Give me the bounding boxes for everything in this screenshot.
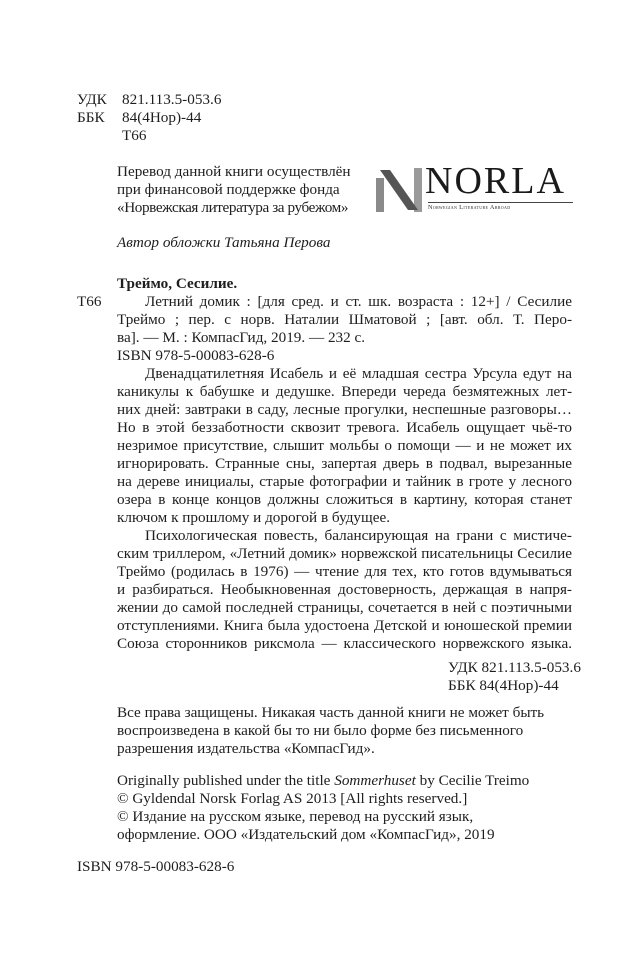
original-title-line [117,772,572,790]
norla-wordmark: NORLA [425,160,566,202]
annotation-line: ключом к прошлому и дорогой в будущее. [117,509,390,526]
bbk-row [77,109,221,127]
author-mark: Т66 [122,127,147,144]
norla-n-mark-icon [374,166,424,212]
annotation-line: Но в этой беззаботности сквозит тревога. Исабель ощущает чьё-то [117,419,572,436]
annotation-line: ским триллером, «Летний домик» норвежской писательницы Сесилие [117,545,572,562]
annotation-line: незримое присутствие, слышит мольбы о помощи — и не может их [117,437,572,454]
catalogue-card [77,275,572,365]
rights-line: Все права защищены. Никакая часть данной книги не может быть [117,704,545,721]
catalogue-description [117,293,572,365]
bbk-label: ББК [77,109,105,126]
catalogue-line: ва]. — М. : КомпасГид, 2019. — 232 с. [117,329,366,346]
annotation [117,365,572,653]
original-prefix: Originally published under the title [117,772,335,789]
original-title: Sommerhuset [334,772,416,789]
norla-tagline: Norwegian Literature Abroad [428,204,511,211]
annotation-line: на дереве инициалы, старые фотографии и тайник в гроте у лесного [117,473,572,490]
catalogue-line: Летний домик : [для сред. и ст. шк. возраста : 12+] / Сесилие [145,293,572,310]
bbk-code: ББК 84(4Нор)-44 [448,677,559,694]
original-publication [117,772,572,844]
norla-logo [374,160,574,212]
annotation-line: жении до самой последней страницы, сочетается в ней с поэтичными [117,599,572,616]
grant-notice [117,163,377,217]
annotation-line: Двенадцатилетняя Исабель и её младшая сестра Урсула едут на [145,365,572,382]
annotation-line: и разбираться. Необыкновенная достоверность, держащая в напря- [117,581,572,598]
original-suffix: by Cecilie Treimo [415,772,530,789]
annotation-line: каникулы к бабушке и дедушке. Впереди череда безмятежных лет- [117,383,572,400]
logo-divider [428,202,573,203]
annotation-line: игнорировать. Странные сны, запертая дверь в подвал, вырезанные [117,455,572,472]
rights-notice [117,704,572,758]
annotation-line: озера в конце концов должны сложиться в картину, которая станет [117,491,572,508]
classification-codes-right [448,659,581,695]
catalogue-isbn: ISBN 978-5-00083-628-6 [117,347,275,364]
copyright-original: © Gyldendal Norsk Forlag AS 2013 [All rights reserved.] [117,790,468,807]
annotation-line: Психологическая повесть, балансирующая на грани с мистиче- [145,527,572,544]
classification-block [77,91,221,145]
udk-code: УДК 821.113.5-053.6 [448,659,581,676]
udk-value: 821.113.5-053.6 [122,91,222,108]
isbn-bottom: ISBN 978-5-00083-628-6 [77,858,235,875]
catalogue-author-mark: Т66 [77,293,102,310]
author-mark-row [77,127,221,145]
copyright-russian-cont: оформление. ООО «Издательский дом «КомпасГид», 2019 [117,826,495,843]
grant-line: «Норвежская литература за рубежом» [117,199,349,216]
grant-line: Перевод данной книги осуществлён [117,163,351,180]
annotation-line: отступлениями. Книга была удостоена Детской и юношеской премии [117,617,572,634]
grant-line: при финансовой поддержке фонда [117,181,340,198]
catalogue-code-spacer [77,275,117,293]
annotation-line: Треймо (родилась в 1976) — чтение для тех, кто готов вдумываться [117,563,572,580]
catalogue-author-heading: Треймо, Сесилие. [117,275,238,292]
rights-line: разрешения издательства «КомпасГид». [117,740,375,757]
annotation-paragraph-2 [117,527,572,653]
author-mark-spacer [77,127,122,145]
catalogue-line: Треймо ; пер. с норв. Наталии Шматовой ; [авт. обл. Т. Перо- [117,311,572,328]
udk-row [77,91,221,109]
rights-line: воспроизведена в какой бы то ни было форме без письменного [117,722,524,739]
annotation-paragraph-1 [117,365,572,527]
bbk-value: 84(4Нор)-44 [122,109,202,126]
copyright-russian: © Издание на русском языке, перевод на русский язык, [117,808,474,825]
cover-credit: Автор обложки Татьяна Перова [117,234,331,251]
main-flow [77,275,581,876]
annotation-line: них дней: завтраки в саду, лесные прогулки, неспешные разговоры… [117,401,572,418]
annotation-line: Союза сторонников риксмола — классического норвежского языка. [117,635,572,652]
udk-label: УДК [77,91,107,108]
